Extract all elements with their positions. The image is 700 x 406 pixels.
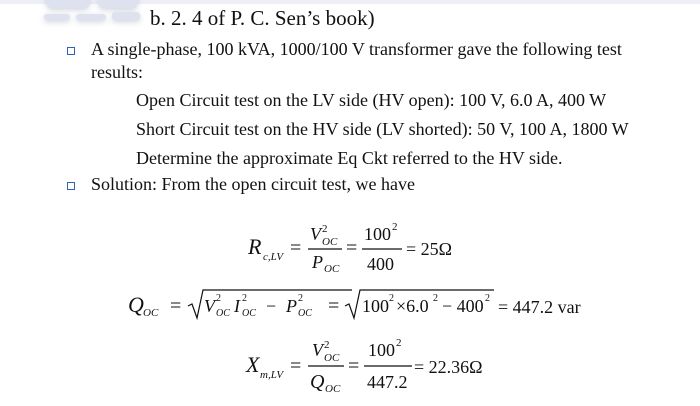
svg-text:2: 2: [298, 293, 303, 304]
svg-text:=: =: [290, 355, 302, 377]
svg-text:OC: OC: [324, 263, 340, 275]
svg-text:=: =: [328, 295, 340, 317]
problem-statement-line2: results:: [91, 62, 143, 82]
resistance-equation: [230, 218, 470, 280]
svg-text:400: 400: [367, 254, 394, 274]
svg-text:2: 2: [389, 293, 394, 304]
svg-text:100: 100: [362, 296, 389, 316]
task-statement: Determine the approximate Eq Ckt referred to the HV side.: [136, 148, 563, 168]
svg-text:2: 2: [322, 223, 328, 235]
svg-text:447.2: 447.2: [367, 372, 408, 392]
svg-text:Q: Q: [128, 292, 144, 317]
svg-text:2: 2: [216, 293, 221, 304]
square-bullet-icon: [67, 47, 75, 55]
svg-text:OC: OC: [143, 307, 159, 319]
solution-intro: Solution: From the open circuit test, we have: [91, 174, 415, 194]
svg-text:P: P: [312, 252, 323, 272]
svg-text:OC: OC: [322, 236, 338, 248]
reactive-power-equation: [126, 286, 586, 322]
svg-text:100: 100: [368, 340, 395, 360]
svg-text:OC: OC: [242, 308, 256, 319]
r-subscript: c,LV: [263, 251, 284, 263]
svg-text:−: −: [266, 296, 277, 316]
svg-text:V: V: [310, 224, 321, 244]
svg-text:m,LV: m,LV: [260, 369, 284, 381]
svg-text:OC: OC: [325, 383, 341, 395]
svg-text:− 400: − 400: [442, 296, 484, 316]
open-circuit-test: Open Circuit test on the LV side (HV open): 100 V, 6.0 A, 400 W: [136, 90, 607, 110]
svg-text:OC: OC: [216, 308, 230, 319]
reactance-equation: [230, 334, 490, 400]
square-bullet-icon: [67, 182, 75, 190]
svg-text:= 25Ω: = 25Ω: [406, 239, 453, 259]
svg-text:2: 2: [396, 337, 402, 349]
svg-text:= 447.2 var: = 447.2 var: [498, 297, 581, 317]
svg-text:=: =: [170, 295, 182, 317]
slide-title: b. 2. 4 of P. C. Sen’s book): [150, 6, 375, 30]
svg-text:I: I: [234, 296, 240, 316]
svg-text:2: 2: [242, 293, 247, 304]
svg-text:=: =: [290, 237, 302, 259]
problem-statement-line1: A single-phase, 100 kVA, 1000/100 V transformer gave the following test: [91, 39, 622, 59]
r-symbol: R: [248, 234, 262, 259]
svg-text:2: 2: [433, 293, 438, 304]
svg-text:OC: OC: [324, 352, 340, 364]
svg-text:V: V: [312, 340, 323, 360]
svg-text:2: 2: [485, 293, 490, 304]
svg-text:Q: Q: [310, 371, 325, 393]
svg-text:P: P: [286, 296, 297, 316]
svg-text:100: 100: [364, 224, 391, 244]
svg-text:2: 2: [392, 221, 398, 233]
svg-text:×6.0: ×6.0: [396, 296, 429, 316]
svg-text:OC: OC: [298, 308, 312, 319]
svg-text:2: 2: [324, 339, 330, 351]
short-circuit-test: Short Circuit test on the HV side (LV shorted): 50 V, 100 A, 1800 W: [136, 119, 629, 139]
obscured-title-prefix: [42, 0, 146, 30]
svg-text:=: =: [348, 355, 360, 377]
svg-text:X: X: [246, 352, 260, 377]
svg-text:V: V: [204, 296, 215, 316]
svg-text:= 22.36Ω: = 22.36Ω: [414, 357, 483, 377]
svg-text:=: =: [346, 237, 358, 259]
